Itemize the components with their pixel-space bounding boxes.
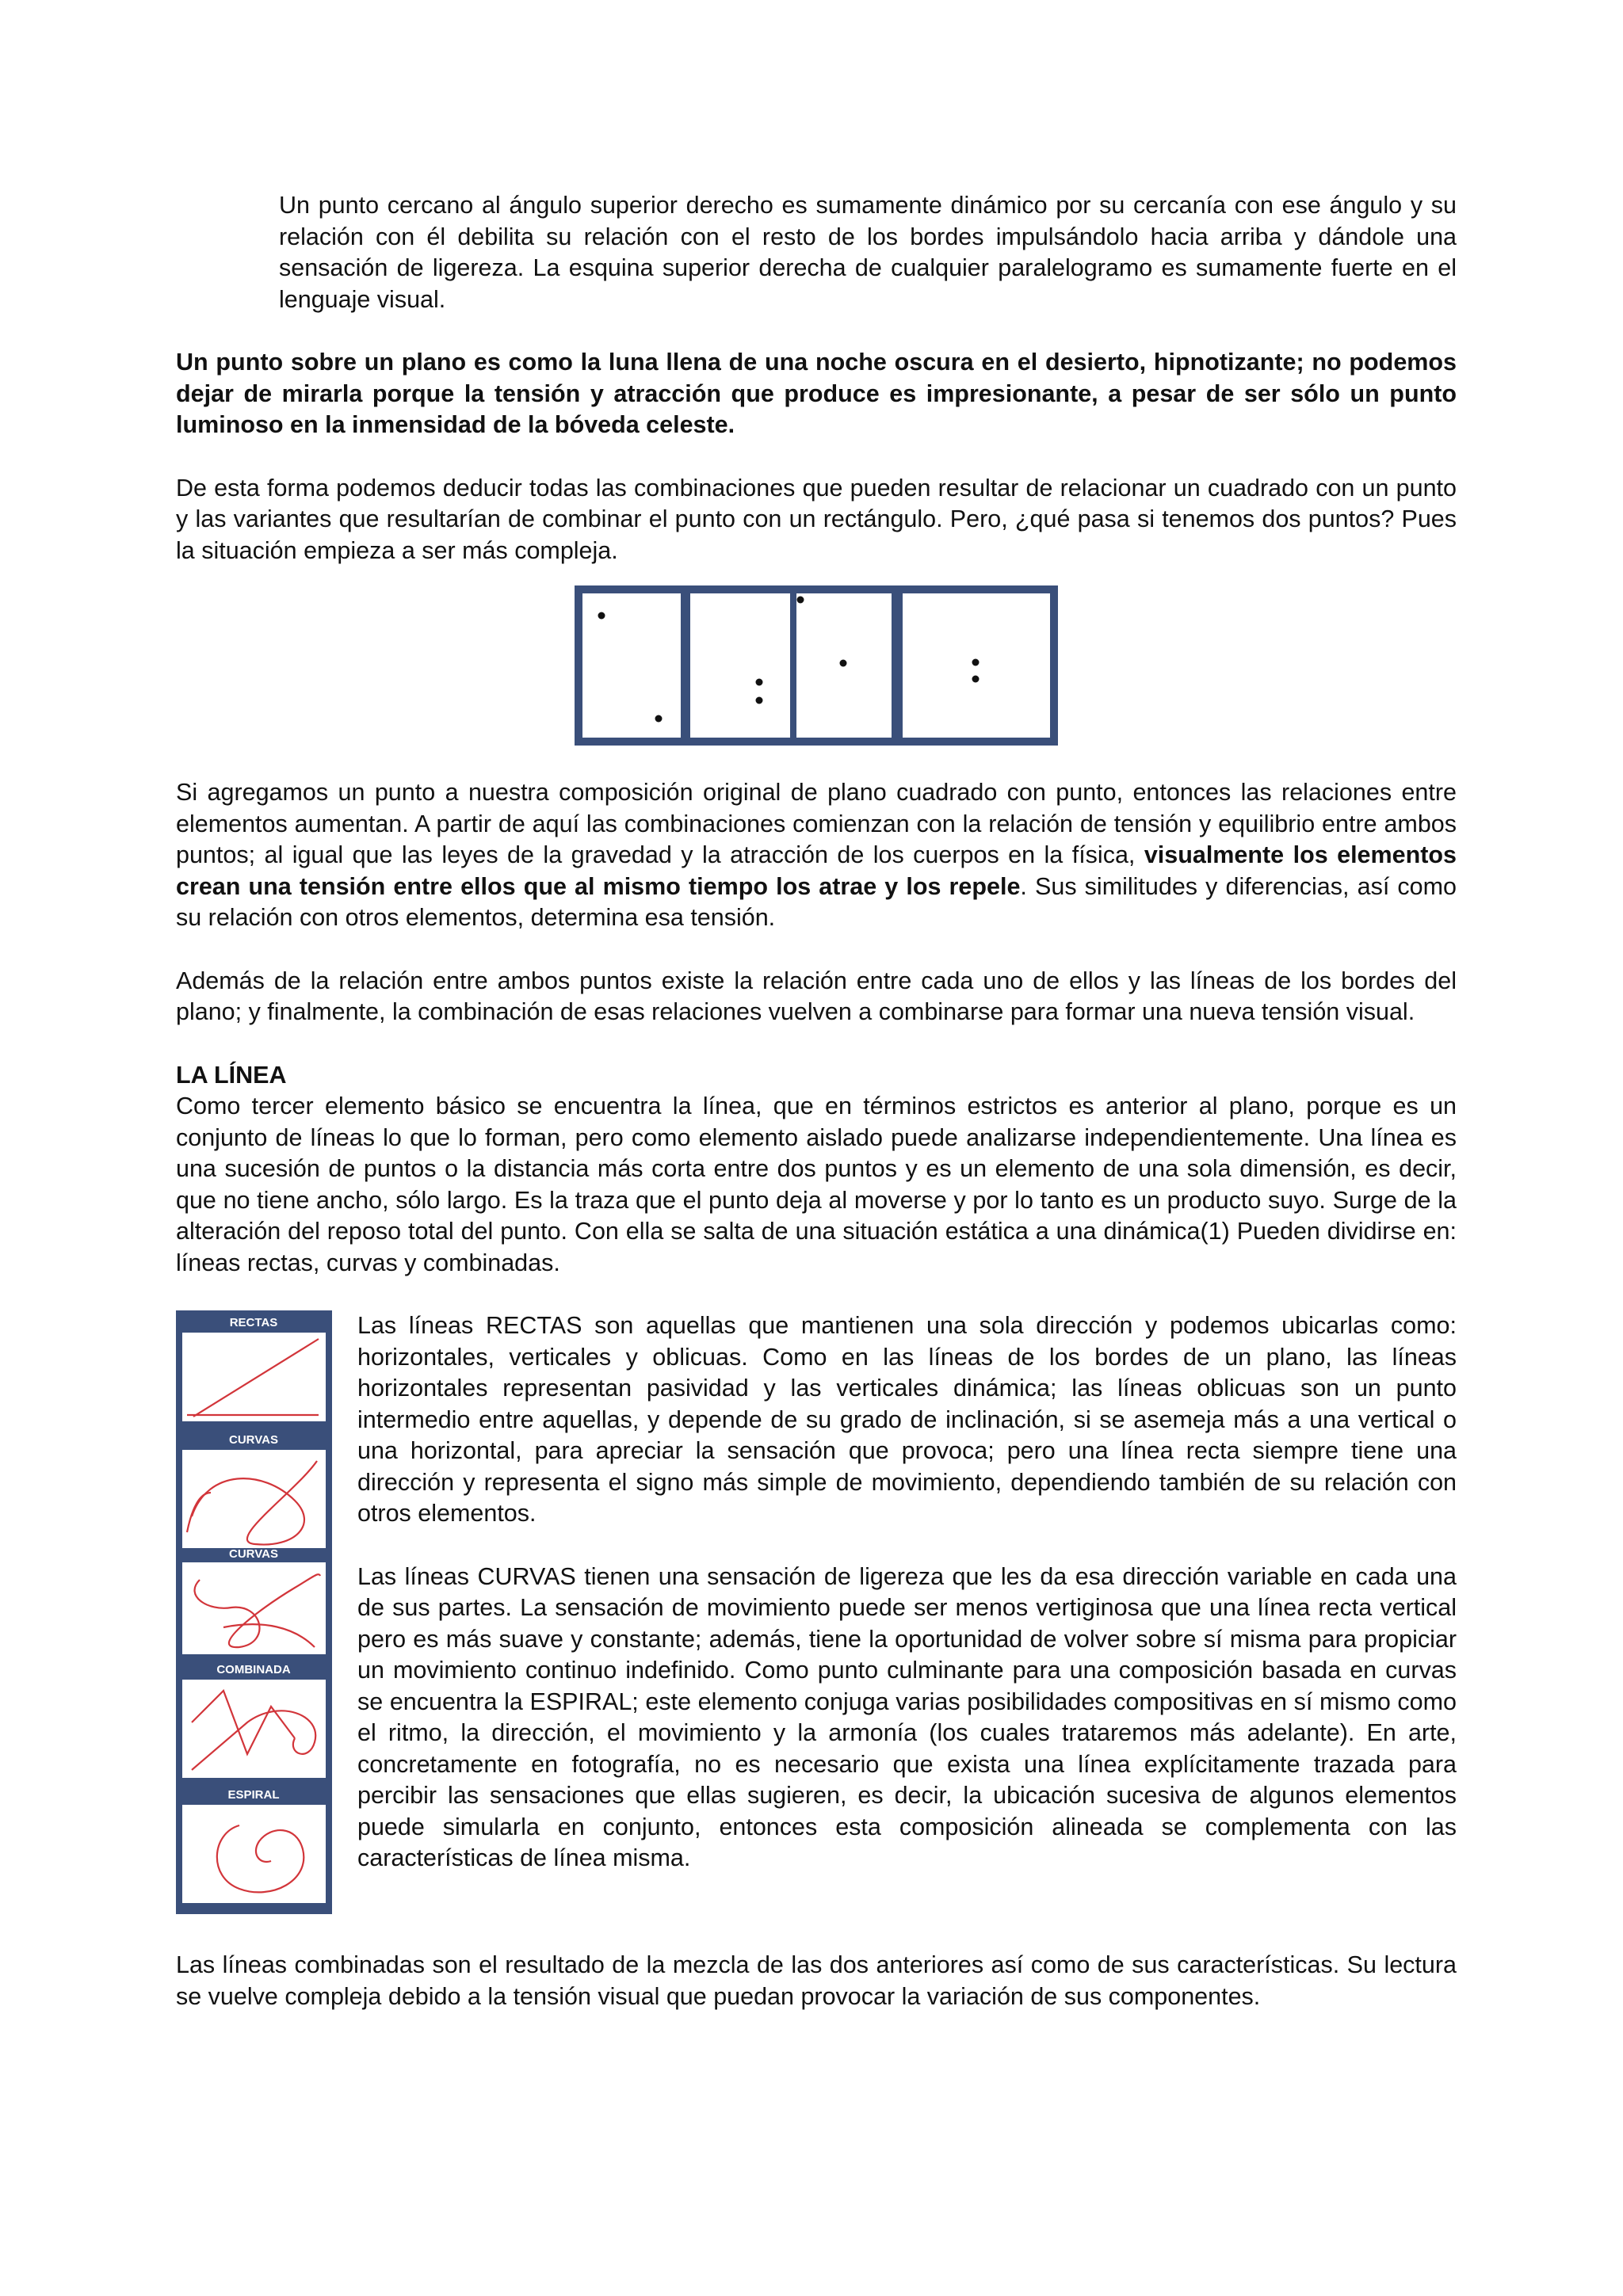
panel-label-espiral: ESPIRAL <box>227 1788 280 1802</box>
page-body <box>176 190 1457 2012</box>
dot <box>797 597 804 604</box>
line-types-text <box>357 1310 1457 1875</box>
paragraph-curved-lines: Las líneas CURVAS tienen una sensación de ligereza que les da esa dirección variable en cada una de sus partes. La sensación de movimiento puede ser menos vertiginosa que una línea recta vertical pero es más suave y constante; además, tiene la oportunidad de volver sobre sí misma para propiciar un movimiento continuo indefinido. Como punto culminante para una composición basada en curvas se encuentra la ESPIRAL; este elemento conjuga varias posibilidades compositivas en sí mismo como el ritmo, la dirección, el movimiento y la armonía (los cuales trataremos más adelante). En arte, concretamente en fotografía, no es necesario que exista una línea explícitamente trazada para percibir las sensaciones que ellas sugieren, es decir, la ubicación sucesiva de algunos elementos puede simularla en conjunto, entonces esta composición alineada se complementa con las características de línea misma. <box>357 1562 1457 1871</box>
dot <box>756 679 763 686</box>
line-types-illustration <box>176 1310 332 1914</box>
dot <box>598 612 605 620</box>
paragraph-adding-point-text: Si agregamos un punto a nuestra composición original de plano cuadrado con punto, entonces las relaciones entre elementos aumentan. A partir de aquí las combinaciones comienzan con la relación de tensión y equilibrio entre ambos puntos; al igual que las leyes de la gravedad y la atracción de los cuerpos en la física, <box>176 779 1457 868</box>
two-points-illustration <box>575 585 1058 746</box>
dot <box>756 697 763 704</box>
two-points-figure <box>176 585 1457 746</box>
paragraph-line-definition: Como tercer elemento básico se encuentra la línea, que en términos estrictos es anterior al plano, porque es un conjunto de líneas lo que lo forman, pero como elemento aislado puede analizarse independientemente. Una línea es una sucesión de puntos o la distancia más corta entre dos puntos y es un elemento de una sola dimensión, es decir, que no tiene ancho, sólo largo. Es la traza que el punto deja al moverse y por lo tanto es un producto suyo. Surge de la alteración del reposo total del punto. Con ella se salta de una situación estática a una dinámica(1) Pueden dividirse en: líneas rectas, curvas y combinadas. <box>176 1093 1457 1276</box>
dot <box>840 660 847 667</box>
paragraph-combined-lines: Las líneas combinadas son el resultado de la mezcla de las dos anteriores así como de sus características. Su lectura se vuelve compleja debido a la tensión visual que puedan provocar la variación de sus componentes. <box>176 1951 1457 2010</box>
panel-label-curvas-2: CURVAS <box>229 1547 278 1561</box>
paragraph-straight-lines: Las líneas RECTAS son aquellas que mantienen una sola dirección y podemos ubicarlas como: horizontales, verticales y oblicuas. Como en las líneas de los bordes de un plano, las líneas horizontales representan pasividad y las verticales dinámica; las líneas oblicuas son un punto intermedio entre aquellas, y depende de su grado de inclinación, si se asemeja más a una vertical o una horizontal, para apreciar la sensación que provoca; pero una línea recta siempre tiene una dirección y representa el signo más simple de movimiento, dependiendo también de su relación con otros elementos. <box>357 1312 1457 1527</box>
paragraph-adding-point-bold: visualmente los elementos crean una tensión entre ellos que al mismo tiempo los atrae y los repele <box>176 841 1457 900</box>
lines-section <box>176 1310 1457 1918</box>
panel-combinada <box>182 1680 326 1778</box>
panel-label-rectas: RECTAS <box>229 1316 278 1329</box>
panel-label-curvas: CURVAS <box>229 1433 278 1447</box>
paragraph-combinations: De esta forma podemos deducir todas las combinaciones que pueden resultar de relacionar un cuadrado con un punto y las variantes que resultarían de combinar el punto con un rectángulo. Pero, ¿qué pasa si tenemos dos puntos? Pues la situación empieza a ser más compleja. <box>176 474 1457 564</box>
panel-rectas <box>182 1333 326 1421</box>
dot <box>972 676 980 683</box>
paragraph-adding-point-end: . Sus similitudes y diferencias, así como su relación con otros elementos, determina esa tensión. <box>176 872 1457 931</box>
paragraph-relations: Además de la relación entre ambos puntos existe la relación entre cada uno de ellos y las líneas de los bordes del plano; y finalmente, la combinación de esas relaciones vuelven a combinarse para formar una nueva tensión visual. <box>176 967 1457 1025</box>
rectangle-panel-1 <box>582 593 681 738</box>
paragraph-moon-analogy: Un punto sobre un plano es como la luna llena de una noche oscura en el desierto, hipnotizante; no podemos dejar de mirarla porque la tensión y atracción que produce es impresionante, a pesar de ser sólo un punto luminoso en la inmensidad de la bóveda celeste. <box>176 349 1457 438</box>
line-types-figure <box>176 1310 332 1918</box>
rectangle-panel-2 <box>690 593 790 738</box>
dot <box>972 659 980 666</box>
section-heading-la-linea: LA LÍNEA <box>176 1061 287 1089</box>
panel-label-combinada: COMBINADA <box>216 1663 291 1676</box>
paragraph-adding-point <box>176 777 1457 934</box>
panel-curvas-1 <box>182 1450 326 1548</box>
paragraph-upper-right-point: Un punto cercano al ángulo superior derecho es sumamente dinámico por su cercanía con ese ángulo y su relación con él debilita su relación con el resto de los bordes impulsándolo hacia arriba y dándole una sensación de ligereza. La esquina superior derecha de cualquier paralelogramo es sumamente fuerte en el lenguaje visual. <box>279 192 1457 313</box>
dot <box>655 715 663 723</box>
